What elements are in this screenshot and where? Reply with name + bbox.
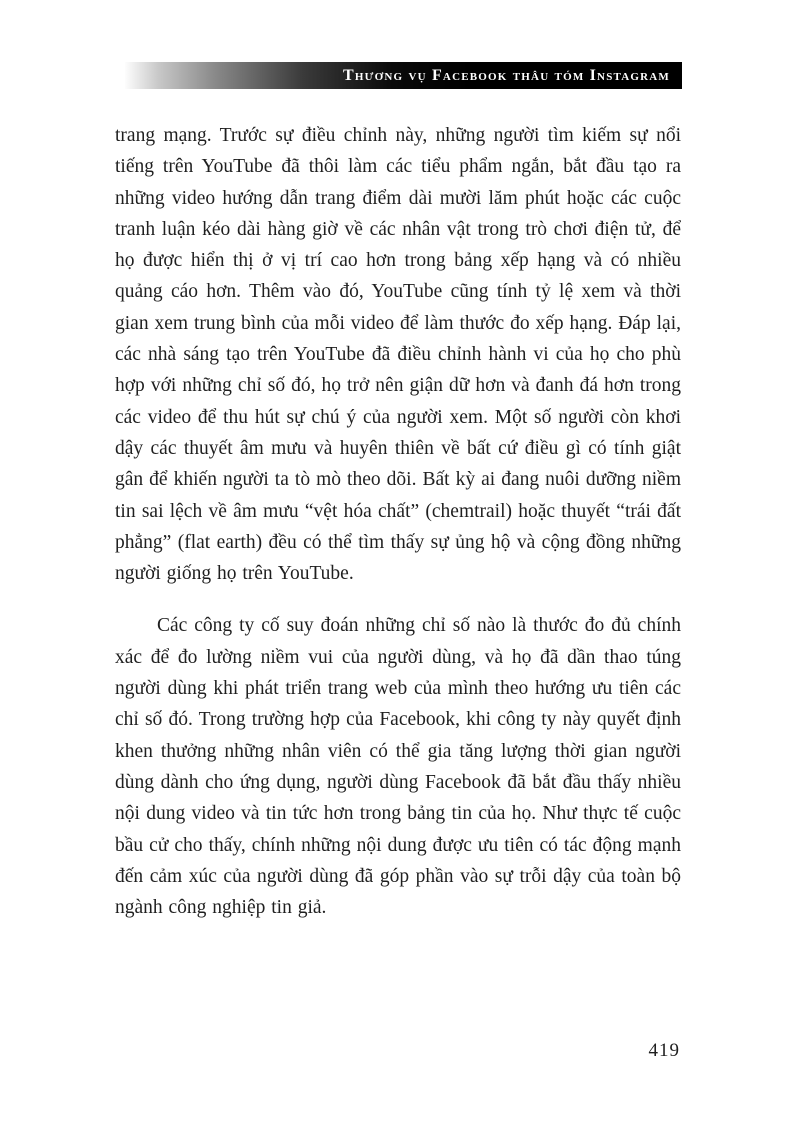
paragraph: Các công ty cố suy đoán những chỉ số nào là thước đo đủ chính xác để đo lường niềm vui của người dùng, và họ đã dần thao túng người dùng khi phát triển trang web của mình theo hướng ưu tiên các chỉ số đó. Trong trường hợp của Facebook, khi công ty này quyết định khen thưởng những nhân viên có thể gia tăng lượng thời gian người dùng dành cho ứng dụng, người dùng Facebook đã bắt đầu thấy nhiều nội dung video và tin tức hơn trong bảng tin của họ. Như thực tế cuộc bầu cử cho thấy, chính những nội dung được ưu tiên có tác động mạnh đến cảm xúc của người dùng đã góp phần vào sự trỗi dậy của toàn bộ ngành công nghiệp tin giả.: [115, 615, 681, 919]
page-number: 419: [648, 1040, 680, 1061]
body-text: [115, 120, 681, 923]
chapter-header-bar: [125, 62, 682, 89]
paragraph: trang mạng. Trước sự điều chỉnh này, những người tìm kiếm sự nổi tiếng trên YouTube đã thôi làm các tiểu phẩm ngắn, bắt đầu tạo ra những video hướng dẫn trang điểm dài mười lăm phút hoặc các cuộc tranh luận kéo dài hàng giờ về các nhân vật trong trò chơi điện tử, để họ được hiển thị ở vị trí cao hơn trong bảng xếp hạng và có nhiều quảng cáo hơn. Thêm vào đó, YouTube cũng tính tỷ lệ xem và thời gian xem trung bình của mỗi video để làm thước đo xếp hạng. Đáp lại, các nhà sáng tạo trên YouTube đã điều chỉnh hành vi của họ cho phù hợp với những chỉ số đó, họ trở nên giận dữ hơn và đanh đá hơn trong các video để thu hút sự chú ý của người xem. Một số người còn khơi dậy các thuyết âm mưu và huyên thiên về bất cứ điều gì có tính giật gân để khiến người ta tò mò theo dõi. Bất kỳ ai đang nuôi dưỡng niềm tin sai lệch về âm mưu “vệt hóa chất” (chemtrail) hoặc thuyết “trái đất phẳng” (flat earth) đều có thể tìm thấy sự ủng hộ và cộng đồng những người giống họ trên YouTube.: [115, 125, 681, 585]
chapter-title: Thương vụ Facebook thâu tóm Instagram: [343, 66, 670, 84]
